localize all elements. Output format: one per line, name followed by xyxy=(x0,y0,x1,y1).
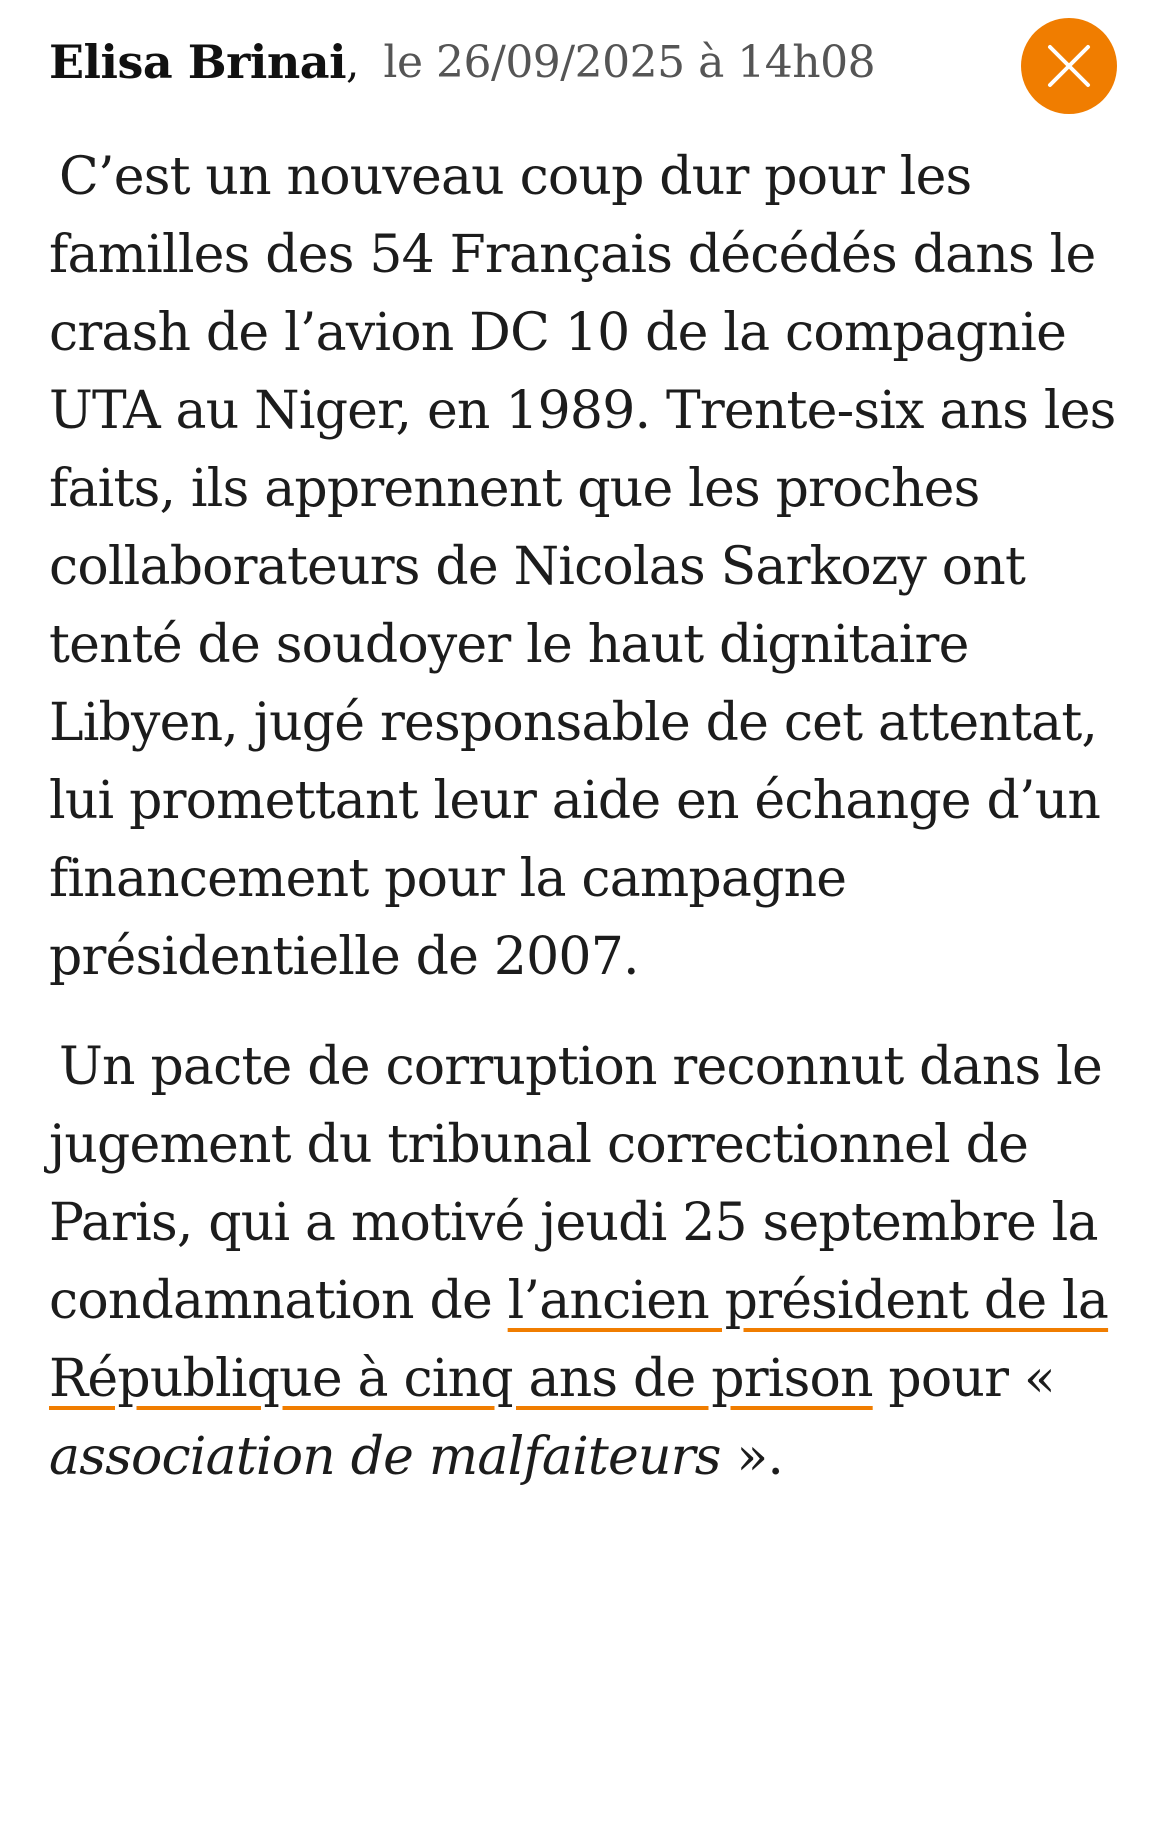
paragraph-1: C’est un nouveau coup dur pour les familles des 54 Français décédés dans le crash de l’avion DC 10 de la compagnie UTA au Niger, en 1989. Trente-six ans les faits, ils apprennent que les proches collaborateurs de Nicolas Sarkozy ont tenté de soudoyer le haut dignitaire Libyen, jugé responsable de cet attentat, lui promettant leur aide en échange d’un financement pour la campagne présidentielle de 2007. xyxy=(49,147,1116,987)
close-button[interactable] xyxy=(1021,18,1117,114)
article-body xyxy=(49,138,1129,1496)
paragraph-2-text-middle: pour « xyxy=(872,1349,1055,1409)
quoted-charge: association de malfaiteurs xyxy=(49,1427,721,1487)
article-meta xyxy=(49,22,1009,102)
author-name: Elisa Brinai xyxy=(49,35,347,89)
paragraph-2-text-end: ». xyxy=(720,1427,784,1487)
paragraph-2-text-start: Un pacte de corruption reconnut dans le jugement du tribunal correctionnel de Paris, qui a motivé jeudi 25 septembre la condamnation de xyxy=(49,1037,1102,1331)
paragraph-2 xyxy=(49,1028,1129,1496)
meta-separator: , xyxy=(346,37,360,87)
timestamp: le 26/09/2025 à 14h08 xyxy=(383,36,876,88)
sentence-article-link[interactable]: l’ancien président de la République à cinq ans de prison xyxy=(49,1271,1109,1409)
close-icon xyxy=(1046,43,1092,89)
